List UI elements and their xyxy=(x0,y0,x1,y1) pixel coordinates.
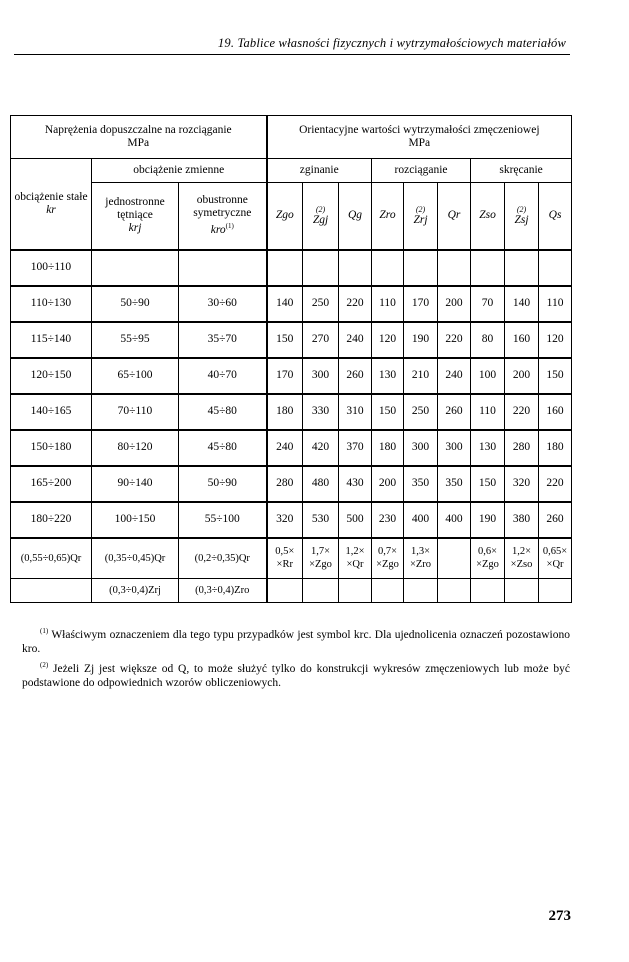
formula-cell: (0,55÷0,65)Qr xyxy=(11,538,92,579)
table-cell: 50÷90 xyxy=(179,466,267,502)
table-cell: 240 xyxy=(438,358,471,394)
last-row-cell xyxy=(471,579,505,603)
table-cell: 80 xyxy=(471,322,505,358)
table-body xyxy=(11,250,572,538)
col-zgj: (2) Zgj xyxy=(303,183,339,250)
table-cell: 80÷120 xyxy=(92,430,179,466)
col-zrj: (2) Zrj xyxy=(404,183,438,250)
table-cell: 280 xyxy=(267,466,303,502)
table-cell: 240 xyxy=(339,322,372,358)
table-cell: 260 xyxy=(339,358,372,394)
table-cell: 530 xyxy=(303,502,339,538)
bending-header: zginanie xyxy=(267,159,372,183)
table-cell: 150 xyxy=(267,322,303,358)
table-row xyxy=(11,358,572,394)
table-cell: 150 xyxy=(471,466,505,502)
table-cell: 380 xyxy=(505,502,539,538)
table-cell: 30÷60 xyxy=(179,286,267,322)
table-cell: 190 xyxy=(471,502,505,538)
variable-load-header: obciążenie zmienne xyxy=(92,159,267,183)
last-row-cell xyxy=(303,579,339,603)
table-cell: 310 xyxy=(339,394,372,430)
last-row-cell xyxy=(505,579,539,603)
table-cell: 260 xyxy=(438,394,471,430)
table-cell: 55÷95 xyxy=(92,322,179,358)
last-row-cell xyxy=(267,579,303,603)
footnotes xyxy=(22,624,570,692)
last-row-cell: (0,3÷0,4)Zro xyxy=(179,579,267,603)
table-cell xyxy=(339,250,372,286)
table-cell: 190 xyxy=(404,322,438,358)
table-cell: 350 xyxy=(438,466,471,502)
table-cell: 45÷80 xyxy=(179,430,267,466)
last-row-cell xyxy=(372,579,404,603)
formula-cell: (0,2÷0,35)Qr xyxy=(179,538,267,579)
last-row-cell xyxy=(339,579,372,603)
table-cell: 180 xyxy=(267,394,303,430)
table-row xyxy=(11,250,572,286)
table-cell: 180 xyxy=(539,430,572,466)
table-cell: 300 xyxy=(303,358,339,394)
table-cell: 65÷100 xyxy=(92,358,179,394)
table-cell: 250 xyxy=(303,286,339,322)
table-row xyxy=(11,286,572,322)
col-qr: Qr xyxy=(438,183,471,250)
table-cell: 120÷150 xyxy=(11,358,92,394)
formula-cell: 1,7× ×Zgo xyxy=(303,538,339,579)
table-cell: 150÷180 xyxy=(11,430,92,466)
table-cell xyxy=(372,250,404,286)
table-cell xyxy=(404,250,438,286)
table-cell: 170 xyxy=(404,286,438,322)
col-qs: Qs xyxy=(539,183,572,250)
table-cell: 260 xyxy=(539,502,572,538)
table-cell: 100÷150 xyxy=(92,502,179,538)
stress-table xyxy=(10,115,572,603)
table-cell: 140 xyxy=(505,286,539,322)
pulsating-header: jednostronne tętniące krj xyxy=(92,183,179,250)
table-cell: 40÷70 xyxy=(179,358,267,394)
table-cell xyxy=(267,250,303,286)
torsion-header: skręcanie xyxy=(471,159,572,183)
last-row-cell xyxy=(404,579,438,603)
static-load-header: obciążenie stałe kr xyxy=(11,159,92,250)
table-cell xyxy=(471,250,505,286)
footnote-2: $^{(2)}$ Jeżeli Zj jest większe od Q, to może służyć tylko do konstrukcji wykresów zmęczeniowych lub może być podstawione do odpowiednich wzorów obliczeniowych. xyxy=(22,660,570,689)
table-row xyxy=(11,430,572,466)
table-cell: 480 xyxy=(303,466,339,502)
table-cell: 100 xyxy=(471,358,505,394)
table-row xyxy=(11,322,572,358)
footnote-1: $^{(1)}$ Właściwym oznaczeniem dla tego typu przypadków jest symbol krc. Dla ujednolicenia oznaczeń pozostawiono kro. xyxy=(22,627,570,655)
table-cell: 200 xyxy=(505,358,539,394)
table-cell xyxy=(505,250,539,286)
table-cell xyxy=(303,250,339,286)
fatigue-header: Orientacyjne wartości wytrzymałości zmęczeniowej MPa xyxy=(267,116,572,159)
table-cell: 250 xyxy=(404,394,438,430)
last-row-cell xyxy=(438,579,471,603)
table-cell: 110 xyxy=(372,286,404,322)
running-header: 19. Tablice własności fizycznych i wytrzymałościowych materiałów xyxy=(217,36,566,50)
table-cell: 200 xyxy=(372,466,404,502)
col-qg: Qg xyxy=(339,183,372,250)
table-cell: 180 xyxy=(372,430,404,466)
allowable-stress-header: Naprężenia dopuszczalne na rozciąganie MPa xyxy=(11,116,267,159)
table-cell: 90÷140 xyxy=(92,466,179,502)
table-cell: 400 xyxy=(404,502,438,538)
table-cell: 45÷80 xyxy=(179,394,267,430)
table-cell: 230 xyxy=(372,502,404,538)
table-cell: 110÷130 xyxy=(11,286,92,322)
table-cell: 280 xyxy=(505,430,539,466)
formula-cell: 0,5× ×Rr xyxy=(267,538,303,579)
table-cell: 165÷200 xyxy=(11,466,92,502)
table-cell: 70 xyxy=(471,286,505,322)
table-cell: 140 xyxy=(267,286,303,322)
table-cell: 130 xyxy=(471,430,505,466)
table-cell: 220 xyxy=(438,322,471,358)
table-cell: 150 xyxy=(539,358,572,394)
formula-cell: 1,2× ×Qr xyxy=(339,538,372,579)
table-cell: 50÷90 xyxy=(92,286,179,322)
table-cell: 140÷165 xyxy=(11,394,92,430)
table-cell: 220 xyxy=(339,286,372,322)
table-cell: 35÷70 xyxy=(179,322,267,358)
table-cell: 100÷110 xyxy=(11,250,92,286)
col-zgo: Zgo xyxy=(267,183,303,250)
table-cell: 120 xyxy=(539,322,572,358)
table-cell: 220 xyxy=(505,394,539,430)
table-cell: 300 xyxy=(404,430,438,466)
tension-header: rozciąganie xyxy=(372,159,471,183)
table-cell: 150 xyxy=(372,394,404,430)
formula-cell: (0,35÷0,45)Qr xyxy=(92,538,179,579)
table-row xyxy=(11,394,572,430)
col-zso: Zso xyxy=(471,183,505,250)
table-cell xyxy=(438,250,471,286)
table-cell: 130 xyxy=(372,358,404,394)
table-cell: 70÷110 xyxy=(92,394,179,430)
table-cell: 330 xyxy=(303,394,339,430)
col-zsj: (2) Zsj xyxy=(505,183,539,250)
table-cell: 400 xyxy=(438,502,471,538)
table-cell xyxy=(179,250,267,286)
table-cell: 420 xyxy=(303,430,339,466)
table-cell: 430 xyxy=(339,466,372,502)
table-cell: 170 xyxy=(267,358,303,394)
symmetric-header: obustronne symetryczne kro$^{(1)}$ xyxy=(179,183,267,250)
table-cell: 300 xyxy=(438,430,471,466)
table-cell: 200 xyxy=(438,286,471,322)
table-cell: 500 xyxy=(339,502,372,538)
formula-cell xyxy=(438,538,471,579)
last-row-cell xyxy=(539,579,572,603)
table-cell xyxy=(539,250,572,286)
table-cell: 110 xyxy=(471,394,505,430)
table-cell xyxy=(92,250,179,286)
table-cell: 210 xyxy=(404,358,438,394)
page-number: 273 xyxy=(548,908,571,924)
table-cell: 350 xyxy=(404,466,438,502)
formula-cell: 1,2× ×Zso xyxy=(505,538,539,579)
table-cell: 320 xyxy=(505,466,539,502)
last-row-cell: (0,3÷0,4)Zrj xyxy=(92,579,179,603)
table-cell: 110 xyxy=(539,286,572,322)
table-cell: 180÷220 xyxy=(11,502,92,538)
formula-cell: 0,7× ×Zgo xyxy=(372,538,404,579)
table-cell: 120 xyxy=(372,322,404,358)
col-zro: Zro xyxy=(372,183,404,250)
formula-cell: 0,6× ×Zgo xyxy=(471,538,505,579)
table-row xyxy=(11,502,572,538)
formula-cell: 1,3× ×Zro xyxy=(404,538,438,579)
table-cell: 240 xyxy=(267,430,303,466)
table-row xyxy=(11,466,572,502)
table-cell: 220 xyxy=(539,466,572,502)
table-cell: 270 xyxy=(303,322,339,358)
formula-cell: 0,65× ×Qr xyxy=(539,538,572,579)
table-cell: 320 xyxy=(267,502,303,538)
table-cell: 115÷140 xyxy=(11,322,92,358)
last-row-cell xyxy=(11,579,92,603)
table-cell: 370 xyxy=(339,430,372,466)
table-cell: 160 xyxy=(539,394,572,430)
header-rule xyxy=(14,54,570,55)
table-cell: 160 xyxy=(505,322,539,358)
table-cell: 55÷100 xyxy=(179,502,267,538)
